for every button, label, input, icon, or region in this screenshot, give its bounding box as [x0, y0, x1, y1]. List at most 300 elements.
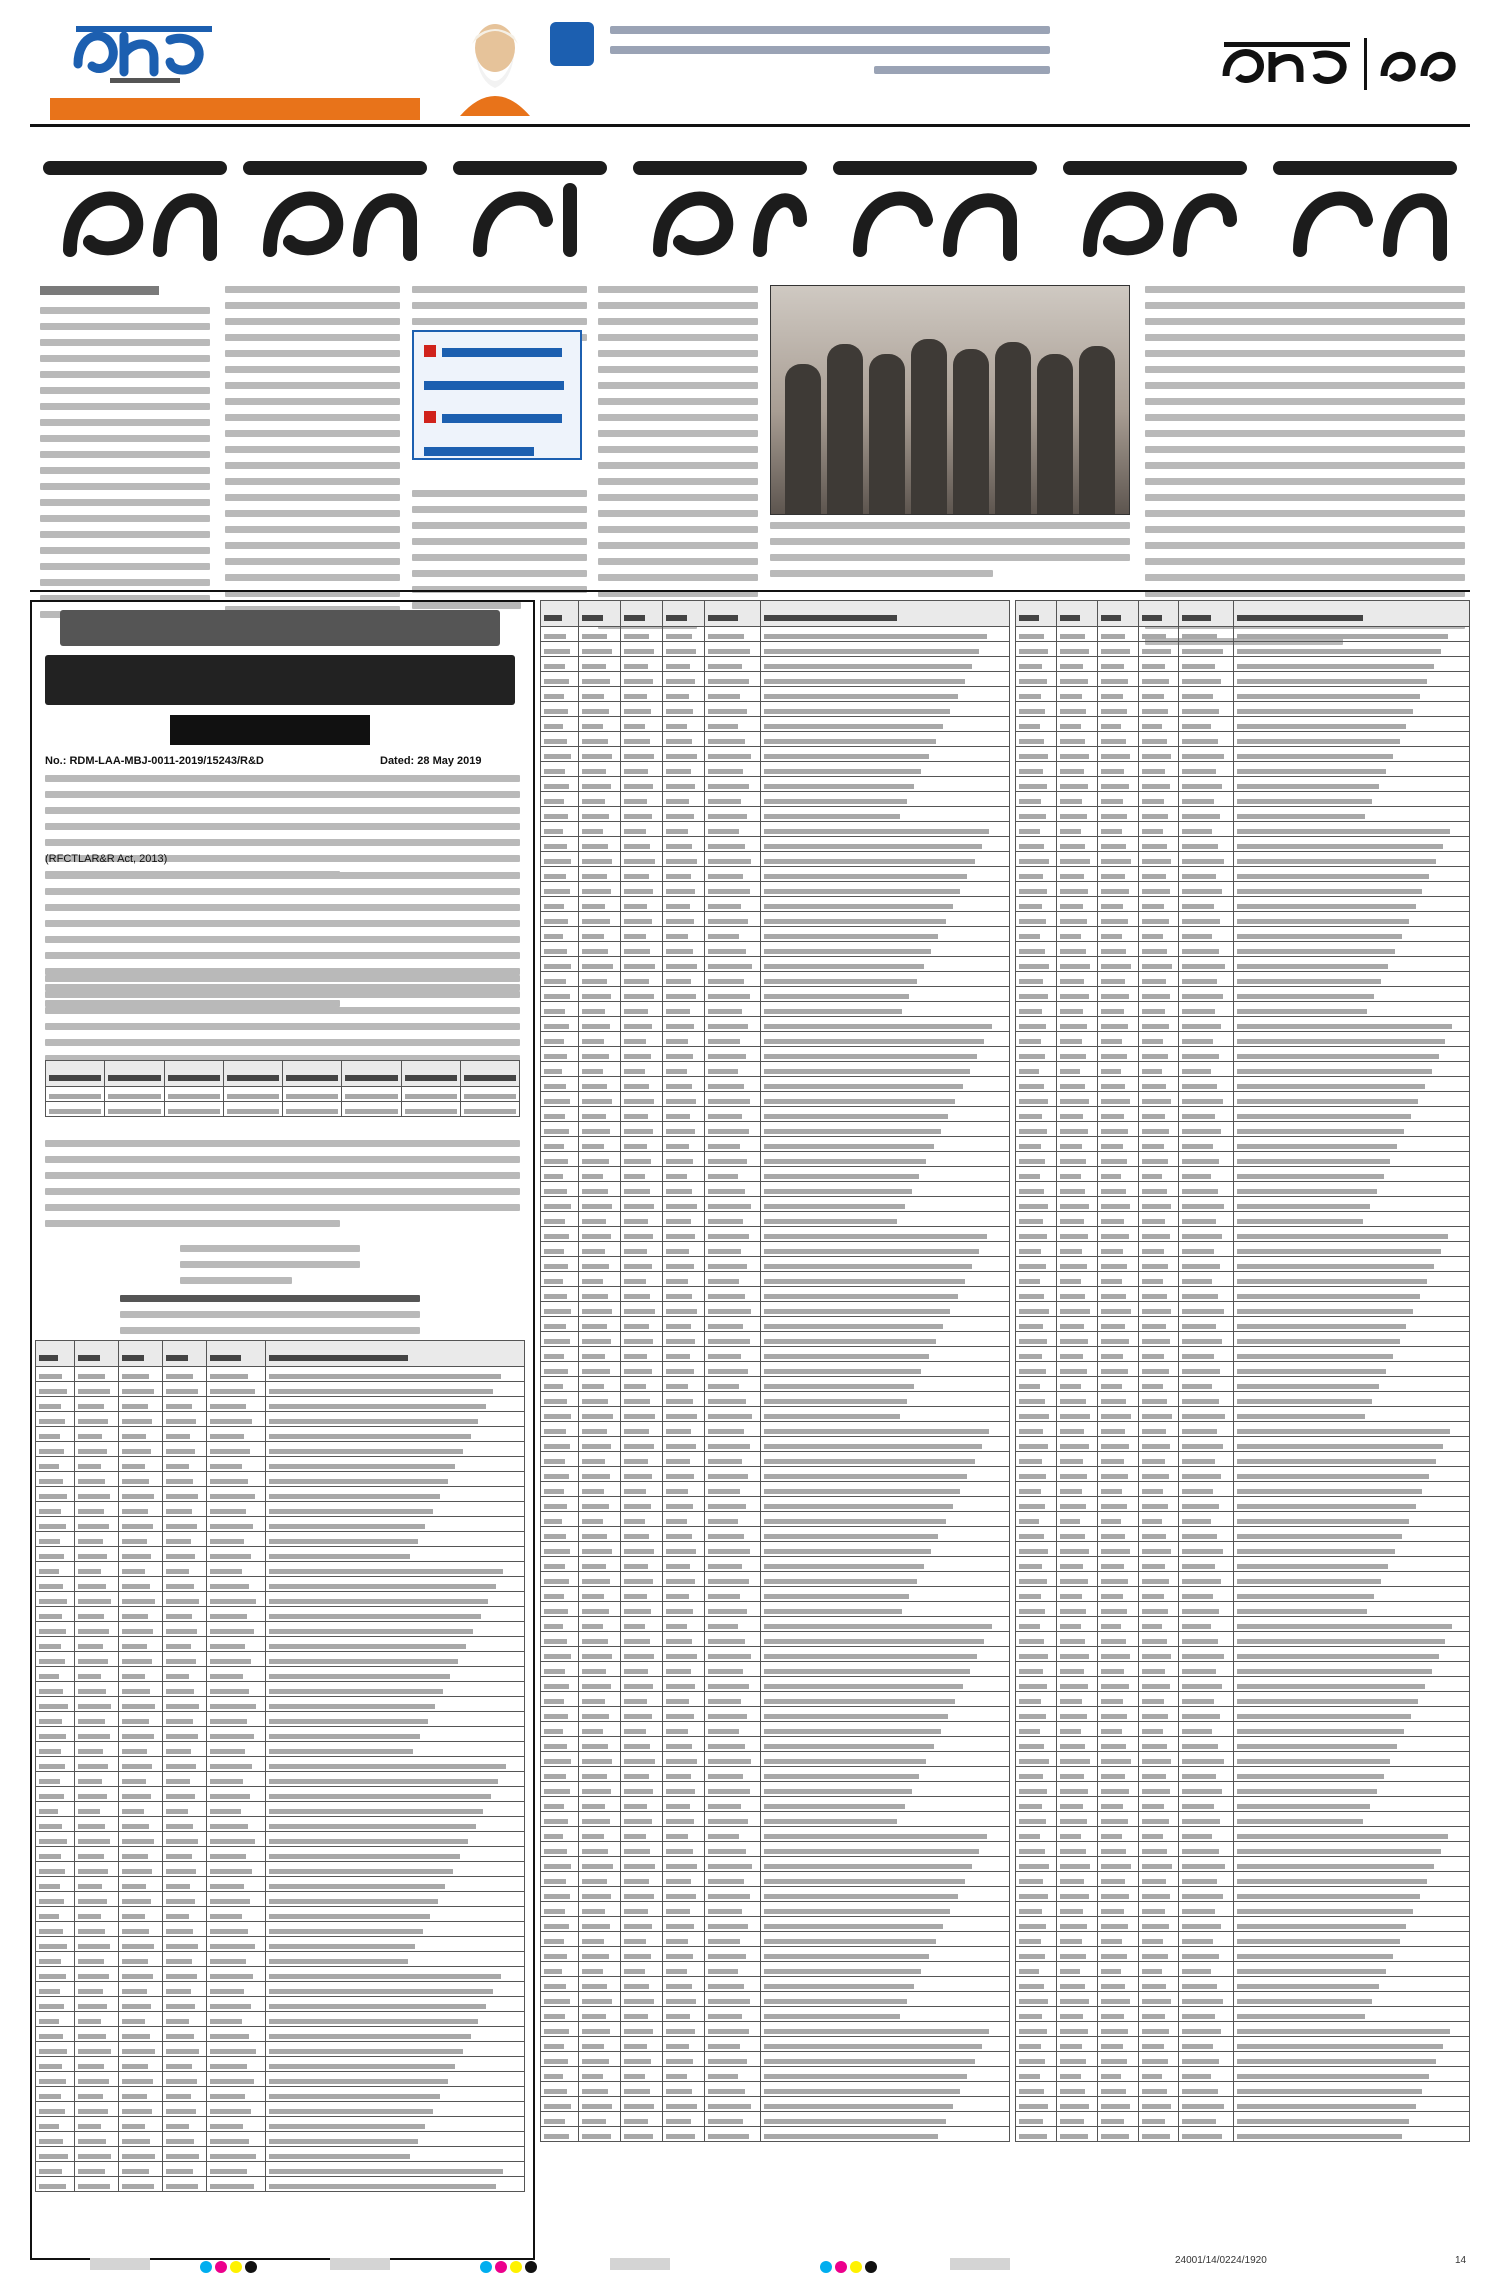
table-cell [578, 1917, 620, 1932]
table-cell [761, 1602, 1010, 1617]
table-cell [541, 927, 579, 942]
table-cell [1056, 852, 1097, 867]
table-cell [541, 627, 579, 642]
table-cell [36, 1341, 75, 1367]
table-cell [1138, 1737, 1179, 1752]
table-cell [1097, 1677, 1138, 1692]
table-cell [620, 1092, 662, 1107]
table-cell [541, 1692, 579, 1707]
table-cell [662, 1992, 704, 2007]
table-cell [1179, 1617, 1233, 1632]
table-cell [1233, 1737, 1469, 1752]
table-row [1016, 1242, 1470, 1257]
table-cell [75, 2087, 119, 2102]
table-cell [1056, 1242, 1097, 1257]
table-cell [265, 1982, 524, 1997]
table-cell [662, 1932, 704, 1947]
table-cell [705, 642, 761, 657]
table-cell [662, 1662, 704, 1677]
table-cell [265, 1832, 524, 1847]
table-cell [207, 1712, 266, 1727]
table-cell [1233, 1317, 1469, 1332]
table-cell [1138, 1137, 1179, 1152]
table-cell [207, 2057, 266, 2072]
table-cell [1016, 852, 1057, 867]
table-cell [1056, 1602, 1097, 1617]
table-cell [1097, 1812, 1138, 1827]
table-cell [620, 1257, 662, 1272]
table-cell [119, 1787, 163, 1802]
table-cell [1097, 1212, 1138, 1227]
notice-schedule-heading [120, 1295, 420, 1343]
table-cell [1056, 1302, 1097, 1317]
table-cell [1056, 1542, 1097, 1557]
table-cell [705, 601, 761, 627]
table-row [36, 1997, 525, 2012]
table-cell [1056, 732, 1097, 747]
table-cell [1097, 1962, 1138, 1977]
newspaper-logo [70, 18, 220, 86]
table-row [36, 2087, 525, 2102]
lead-headline [40, 150, 1460, 270]
table-cell [207, 2147, 266, 2162]
table-cell [705, 1302, 761, 1317]
quote-author-portrait [450, 16, 540, 116]
table-cell [541, 957, 579, 972]
table-cell [1097, 882, 1138, 897]
table-cell [36, 2027, 75, 2042]
table-cell [578, 1677, 620, 1692]
table-cell [1016, 1212, 1057, 1227]
table-cell [119, 1982, 163, 1997]
table-cell [36, 2132, 75, 2147]
table-cell [1097, 2127, 1138, 2142]
table-cell [163, 1532, 207, 1547]
table-cell [163, 1742, 207, 1757]
table-row [1016, 1602, 1470, 1617]
table-cell [541, 1557, 579, 1572]
table-cell [578, 2097, 620, 2112]
table-cell [1233, 702, 1469, 717]
table-cell [1056, 2082, 1097, 2097]
table-cell [119, 1862, 163, 1877]
table-cell [163, 1877, 207, 1892]
table-cell [662, 1827, 704, 1842]
table-row [36, 2147, 525, 2162]
table-cell [1138, 2112, 1179, 2127]
table-cell [620, 601, 662, 627]
table-cell [662, 1632, 704, 1647]
table-cell [1056, 1497, 1097, 1512]
table-cell [1138, 1287, 1179, 1302]
table-cell [761, 1842, 1010, 1857]
table-cell [578, 1422, 620, 1437]
table-cell [541, 1182, 579, 1197]
table-row [36, 1757, 525, 1772]
table-cell [541, 1947, 579, 1962]
table-row [541, 2097, 1010, 2112]
table-cell [75, 2117, 119, 2132]
table-cell [1233, 1782, 1469, 1797]
table-cell [1233, 927, 1469, 942]
table-cell [662, 1032, 704, 1047]
table-cell [1138, 1497, 1179, 1512]
table-row [541, 1077, 1010, 1092]
table-row [1016, 1137, 1470, 1152]
table-cell [1056, 642, 1097, 657]
table-row [1016, 1692, 1470, 1707]
table-cell [620, 2067, 662, 2082]
table-cell [541, 1257, 579, 1272]
table-cell [1097, 2022, 1138, 2037]
table-cell [1056, 1647, 1097, 1662]
table-row [1016, 1257, 1470, 1272]
table-cell [620, 1287, 662, 1302]
table-cell [1179, 957, 1233, 972]
table-row [541, 1452, 1010, 1467]
table-cell [662, 777, 704, 792]
table-row [541, 1092, 1010, 1107]
table-cell [1179, 1917, 1233, 1932]
table-row [541, 1167, 1010, 1182]
table-row [36, 1502, 525, 1517]
table-row [541, 2067, 1010, 2082]
table-cell [75, 1427, 119, 1442]
table-cell [163, 1367, 207, 1382]
table-cell [662, 2112, 704, 2127]
table-cell [36, 1727, 75, 1742]
table-cell [1056, 702, 1097, 717]
table-cell [1179, 897, 1233, 912]
table-cell [620, 912, 662, 927]
table-cell [705, 1707, 761, 1722]
table-cell [1233, 912, 1469, 927]
table-cell [761, 1437, 1010, 1452]
table-cell [1097, 1227, 1138, 1242]
table-cell [1016, 1377, 1057, 1392]
table-cell [75, 1877, 119, 1892]
table-cell [1179, 1452, 1233, 1467]
table-cell [75, 1622, 119, 1637]
table-cell [1097, 1932, 1138, 1947]
table-cell [1097, 1602, 1138, 1617]
table-cell [1179, 972, 1233, 987]
logo-mark-icon [70, 18, 220, 86]
table-row [36, 1727, 525, 1742]
table-cell [705, 1107, 761, 1122]
table-cell [620, 2097, 662, 2112]
table-row [541, 1377, 1010, 1392]
table-cell [705, 2022, 761, 2037]
table-cell [1097, 897, 1138, 912]
table-row [36, 2042, 525, 2057]
table-cell [662, 1047, 704, 1062]
table-cell [541, 2127, 579, 2142]
table-cell [36, 1622, 75, 1637]
table-cell [75, 1982, 119, 1997]
table-cell [1233, 1527, 1469, 1542]
table-cell [1233, 1452, 1469, 1467]
table-cell [705, 1167, 761, 1182]
table-row [541, 1287, 1010, 1302]
table-cell [75, 1847, 119, 1862]
table-cell [163, 2102, 207, 2117]
table-cell [36, 1577, 75, 1592]
table-cell [119, 2012, 163, 2027]
table-row [36, 1457, 525, 1472]
table-cell [705, 732, 761, 747]
table-cell [36, 1772, 75, 1787]
table-cell [705, 747, 761, 762]
table-row [36, 1862, 525, 1877]
table-cell [1233, 1137, 1469, 1152]
table-cell [541, 657, 579, 672]
table-cell [761, 1197, 1010, 1212]
table-cell [265, 1847, 524, 1862]
table-cell [705, 972, 761, 987]
table-cell [705, 1647, 761, 1662]
table-cell [1233, 1422, 1469, 1437]
table-cell [119, 2072, 163, 2087]
table-row [1016, 1002, 1470, 1017]
table-cell [36, 1547, 75, 1562]
table-cell [1138, 1752, 1179, 1767]
table-row [36, 1532, 525, 1547]
table-cell [1233, 1212, 1469, 1227]
table-cell [620, 1107, 662, 1122]
table-cell [705, 1512, 761, 1527]
table-cell [705, 942, 761, 957]
table-cell [1233, 1347, 1469, 1362]
table-cell [265, 1412, 524, 1427]
table-cell [1233, 1497, 1469, 1512]
table-cell [620, 1062, 662, 1077]
table-cell [1016, 642, 1057, 657]
table-cell [207, 1592, 266, 1607]
table-cell [705, 1947, 761, 1962]
table-cell [662, 1947, 704, 1962]
table-cell [662, 1347, 704, 1362]
table-cell [75, 1997, 119, 2012]
table-cell [578, 627, 620, 642]
table-cell [1138, 702, 1179, 717]
table-cell [620, 642, 662, 657]
table-cell [1016, 1647, 1057, 1662]
table-cell [761, 1977, 1010, 1992]
table-cell [620, 897, 662, 912]
table-row [541, 1437, 1010, 1452]
table-row [1016, 1947, 1470, 1962]
table-cell [1233, 837, 1469, 852]
table-cell [119, 1442, 163, 1457]
table-cell [1016, 1602, 1057, 1617]
table-cell [1179, 1827, 1233, 1842]
table-cell [119, 1517, 163, 1532]
table-cell [1056, 867, 1097, 882]
table-cell [1179, 837, 1233, 852]
table-row [541, 2082, 1010, 2097]
table-cell [620, 1122, 662, 1137]
table-cell [662, 1782, 704, 1797]
table-cell [1138, 2022, 1179, 2037]
table-cell [541, 1017, 579, 1032]
table-cell [662, 1527, 704, 1542]
table-cell [1097, 747, 1138, 762]
table-cell [620, 1482, 662, 1497]
table-cell [1179, 1182, 1233, 1197]
table-cell [1056, 1527, 1097, 1542]
table-cell [265, 1997, 524, 2012]
table-cell [207, 1697, 266, 1712]
table-cell [578, 1212, 620, 1227]
table-cell [705, 1932, 761, 1947]
table-cell [1056, 1842, 1097, 1857]
table-cell [761, 1272, 1010, 1287]
table-cell [620, 1632, 662, 1647]
table-cell [1097, 1092, 1138, 1107]
table-cell [541, 2067, 579, 2082]
table-cell [1138, 1197, 1179, 1212]
table-cell [578, 1497, 620, 1512]
table-cell [1138, 1557, 1179, 1572]
table-cell [705, 1482, 761, 1497]
table-cell [705, 1377, 761, 1392]
table-cell [620, 1362, 662, 1377]
table-cell [75, 2012, 119, 2027]
table-cell [163, 2162, 207, 2177]
table-cell [578, 1377, 620, 1392]
table-cell [1179, 1992, 1233, 2007]
table-cell [541, 2112, 579, 2127]
table-row [541, 2052, 1010, 2067]
table-row [541, 1767, 1010, 1782]
table-cell [578, 1257, 620, 1272]
table-cell [662, 1647, 704, 1662]
table-row [1016, 807, 1470, 822]
table-cell [662, 1017, 704, 1032]
table-cell [578, 1077, 620, 1092]
table-cell [541, 1482, 579, 1497]
table-cell [1016, 1317, 1057, 1332]
table-cell [705, 1857, 761, 1872]
table-cell [75, 1442, 119, 1457]
table-cell [541, 897, 579, 912]
table-cell [75, 1652, 119, 1667]
table-row [1016, 927, 1470, 942]
table-cell [1233, 657, 1469, 672]
table-cell [75, 2102, 119, 2117]
table-cell [578, 1332, 620, 1347]
table-cell [1016, 1092, 1057, 1107]
table-cell [1233, 1692, 1469, 1707]
table-cell [1138, 2097, 1179, 2112]
table-cell [207, 1907, 266, 1922]
quote-text [610, 26, 1050, 86]
table-cell [265, 2012, 524, 2027]
table-cell [761, 1962, 1010, 1977]
table-cell [1138, 1662, 1179, 1677]
table-cell [620, 1692, 662, 1707]
table-cell [1233, 642, 1469, 657]
table-cell [662, 1422, 704, 1437]
table-cell [705, 1677, 761, 1692]
table-cell [1179, 1242, 1233, 1257]
table-cell [761, 1347, 1010, 1362]
table-cell [265, 1592, 524, 1607]
table-cell [1233, 1587, 1469, 1602]
table-cell [163, 1757, 207, 1772]
table-cell [1179, 747, 1233, 762]
table-cell [761, 1407, 1010, 1422]
table-cell [36, 1427, 75, 1442]
table-cell [662, 672, 704, 687]
table-cell [1233, 1227, 1469, 1242]
table-cell [265, 2057, 524, 2072]
table-cell [761, 2022, 1010, 2037]
table-cell [1233, 1017, 1469, 1032]
table-cell [1056, 1812, 1097, 1827]
table-cell [1056, 2097, 1097, 2112]
table-row [541, 1047, 1010, 1062]
table-cell [1097, 1182, 1138, 1197]
table-cell [541, 1407, 579, 1422]
table-cell [1138, 987, 1179, 1002]
table-cell [1233, 2127, 1469, 2142]
table-row [541, 1707, 1010, 1722]
table-cell [1179, 2082, 1233, 2097]
table-cell [541, 762, 579, 777]
table-cell [1097, 972, 1138, 987]
table-cell [1233, 1647, 1469, 1662]
table-cell [578, 1272, 620, 1287]
table-cell [1097, 1497, 1138, 1512]
table-cell [620, 657, 662, 672]
table-cell [265, 1622, 524, 1637]
table-cell [36, 1562, 75, 1577]
table-row [1016, 972, 1470, 987]
table-cell [541, 2082, 579, 2097]
table-cell [1138, 1032, 1179, 1047]
table-cell [705, 807, 761, 822]
table-cell [1233, 717, 1469, 732]
table-cell [207, 1877, 266, 1892]
table-cell [1097, 927, 1138, 942]
table-cell [761, 1392, 1010, 1407]
table-cell [541, 1497, 579, 1512]
table-cell [761, 792, 1010, 807]
table-row [36, 2072, 525, 2087]
table-cell [705, 1332, 761, 1347]
table-cell [1097, 1452, 1138, 1467]
table-cell [705, 627, 761, 642]
table-cell [620, 1617, 662, 1632]
table-header-row [1016, 601, 1470, 627]
table-cell [75, 1547, 119, 1562]
table-cell [1179, 1257, 1233, 1272]
table-cell [1097, 1047, 1138, 1062]
table-cell [1016, 1782, 1057, 1797]
table-cell [119, 2162, 163, 2177]
table-cell [1056, 822, 1097, 837]
table-cell [1138, 837, 1179, 852]
table-row [541, 867, 1010, 882]
table-row [36, 1817, 525, 1832]
registration-bar [610, 2258, 670, 2270]
table-cell [119, 1937, 163, 1952]
table-cell [705, 1872, 761, 1887]
table-cell [1016, 972, 1057, 987]
table-cell [207, 1622, 266, 1637]
